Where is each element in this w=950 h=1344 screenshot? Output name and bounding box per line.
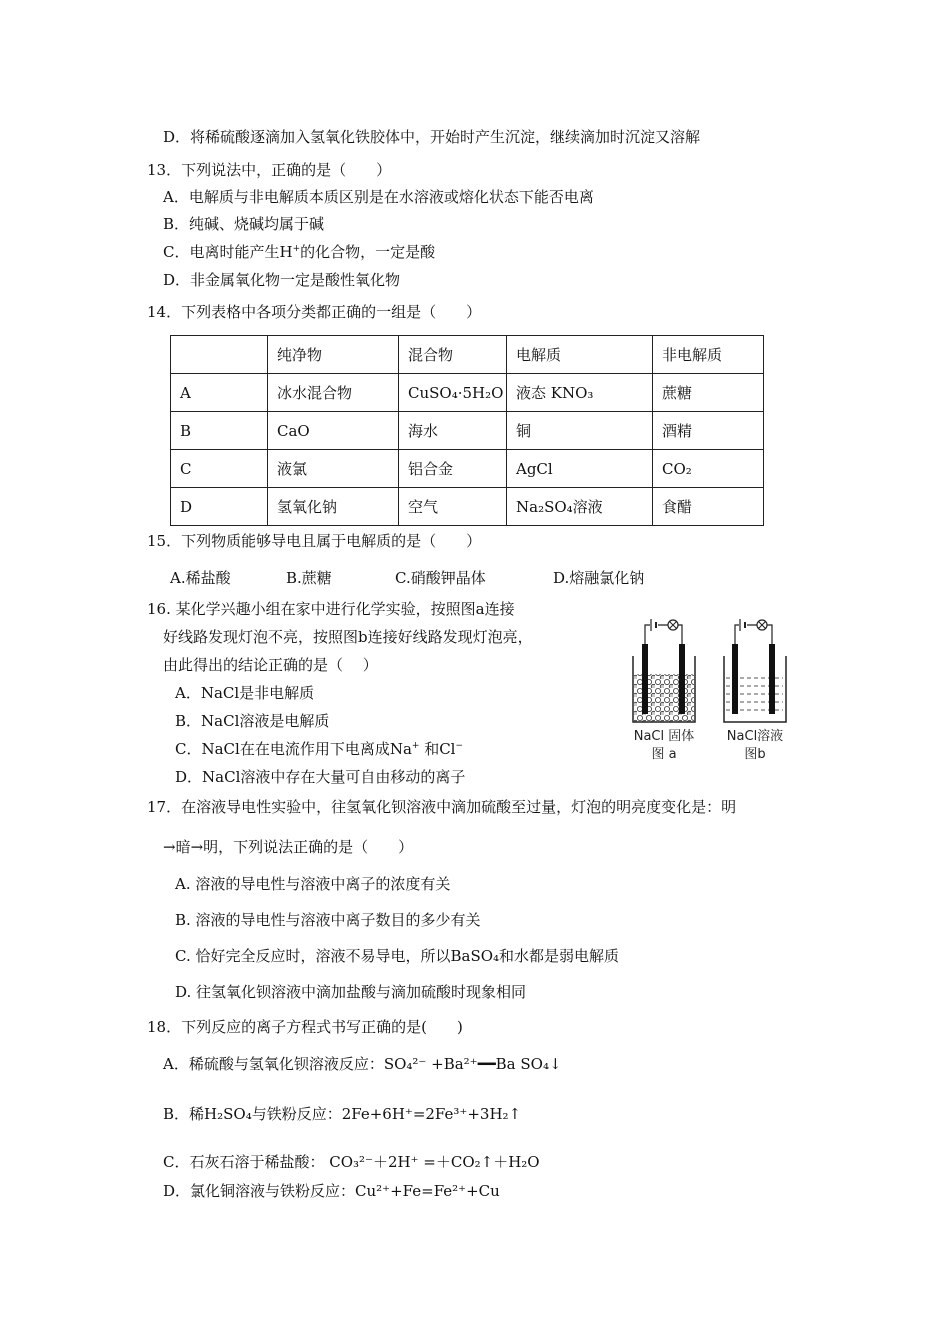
table-cell: C: [171, 450, 268, 488]
q14-stem: 14．下列表格中各项分类都正确的一组是（ ）: [147, 303, 482, 321]
q18-option-a: A．稀硫酸与氢氧化钡溶液反应：SO₄²⁻ +Ba²⁺━━Ba SO₄↓: [163, 1055, 562, 1073]
q15-option-c: C.硝酸钾晶体: [395, 569, 486, 587]
q18-option-d: D．氯化铜溶液与铁粉反应：Cu²⁺+Fe=Fe²⁺+Cu: [163, 1182, 500, 1200]
q16-stem-line2: 好线路发现灯泡不亮，按照图b连接好线路发现灯泡亮，: [163, 628, 533, 646]
q15-option-d: D.熔融氯化钠: [553, 569, 645, 587]
figure-b-caption: 图b: [744, 747, 766, 762]
classification-table: [170, 335, 764, 526]
q16-option-a: A．NaCl是非电解质: [175, 684, 315, 702]
table-cell: Na₂SO₄溶液: [507, 488, 653, 526]
q18-stem: 18．下列反应的离子方程式书写正确的是( ): [147, 1018, 463, 1036]
table-row: [171, 488, 764, 526]
q15-option-a: A.稀盐酸: [170, 569, 231, 587]
q16-option-c: C．NaCl在在电流作用下电离成Na+ 和Cl−: [175, 740, 464, 758]
table-row: [171, 374, 764, 412]
header-cell: 电解质: [507, 336, 653, 374]
table-cell: B: [171, 412, 268, 450]
q16-option-b: B．NaCl溶液是电解质: [175, 712, 330, 730]
circuit-b: [724, 619, 786, 722]
table-cell: 冰水混合物: [268, 374, 399, 412]
electrode: [642, 644, 648, 714]
q16-stem-line3: 由此得出的结论正确的是（ ）: [163, 656, 378, 674]
q17-option-b: B. 溶液的导电性与溶液中离子数目的多少有关: [175, 911, 481, 929]
electrode: [732, 644, 738, 714]
q15-option-b: B.蔗糖: [286, 569, 332, 587]
q13-option-b: B．纯碱、烧碱均属于碱: [163, 215, 325, 233]
q13-option-a: A．电解质与非电解质本质区别是在水溶液或熔化状态下能否电离: [163, 188, 594, 206]
table-cell: CuSO₄·5H₂O: [399, 374, 507, 412]
electrode: [769, 644, 775, 714]
figure-b-label: NaCl溶液: [726, 729, 784, 744]
table-cell: 铝合金: [399, 450, 507, 488]
q17-stem-line2: →暗→明，下列说法正确的是（ ）: [163, 838, 414, 856]
table-cell: 食醋: [653, 488, 764, 526]
q18-option-c: C．石灰石溶于稀盐酸： CO₃²⁻＋2H⁺ =＋CO₂↑＋H₂O: [163, 1153, 540, 1171]
q13-option-d: D．非金属氧化物一定是酸性氧化物: [163, 271, 401, 289]
conductivity-experiment-figure: [628, 616, 798, 768]
q12-option-d: D．将稀硫酸逐滴加入氢氧化铁胶体中，开始时产生沉淀，继续滴加时沉淀又溶解: [163, 128, 701, 146]
q16-stem-line1: 16. 某化学兴趣小组在家中进行化学实验，按照图a连接: [147, 600, 515, 618]
header-cell: [171, 336, 268, 374]
circuit-a: [633, 619, 695, 722]
table-cell: 海水: [399, 412, 507, 450]
header-cell: 混合物: [399, 336, 507, 374]
table-cell: AgCl: [507, 450, 653, 488]
table-cell: 蔗糖: [653, 374, 764, 412]
table-cell: 液态 KNO₃: [507, 374, 653, 412]
table-cell: CO₂: [653, 450, 764, 488]
header-cell: 纯净物: [268, 336, 399, 374]
table-cell: 空气: [399, 488, 507, 526]
q13-stem: 13．下列说法中，正确的是（ ）: [147, 161, 392, 179]
table-cell: A: [171, 374, 268, 412]
figure-a-caption: 图 a: [651, 747, 677, 762]
figure-a-label: NaCl 固体: [633, 729, 695, 744]
q16-option-d: D．NaCl溶液中存在大量可自由移动的离子: [175, 768, 466, 786]
q17-stem-line1: 17．在溶液导电性实验中，往氢氧化钡溶液中滴加硫酸至过量，灯泡的明亮度变化是：明: [147, 798, 737, 816]
q15-stem: 15．下列物质能够导电且属于电解质的是（ ）: [147, 532, 482, 550]
header-cell: 非电解质: [653, 336, 764, 374]
table-cell: D: [171, 488, 268, 526]
table-header-row: [171, 336, 764, 374]
q17-option-c: C. 恰好完全反应时，溶液不易导电，所以BaSO₄和水都是弱电解质: [175, 947, 620, 965]
table-cell: 液氯: [268, 450, 399, 488]
q17-option-a: A. 溶液的导电性与溶液中离子的浓度有关: [175, 875, 451, 893]
table-cell: CaO: [268, 412, 399, 450]
q17-option-d: D. 往氢氧化钡溶液中滴加盐酸与滴加硫酸时现象相同: [175, 983, 527, 1001]
table-cell: 铜: [507, 412, 653, 450]
electrode: [679, 644, 685, 714]
q18-option-b: B．稀H₂SO₄与铁粉反应：2Fe+6H⁺=2Fe³⁺+3H₂↑: [163, 1105, 522, 1123]
table-cell: 酒精: [653, 412, 764, 450]
q13-option-c: C．电离时能产生H+的化合物，一定是酸: [163, 243, 436, 261]
table-cell: 氢氧化钠: [268, 488, 399, 526]
table-row: [171, 412, 764, 450]
table-row: [171, 450, 764, 488]
